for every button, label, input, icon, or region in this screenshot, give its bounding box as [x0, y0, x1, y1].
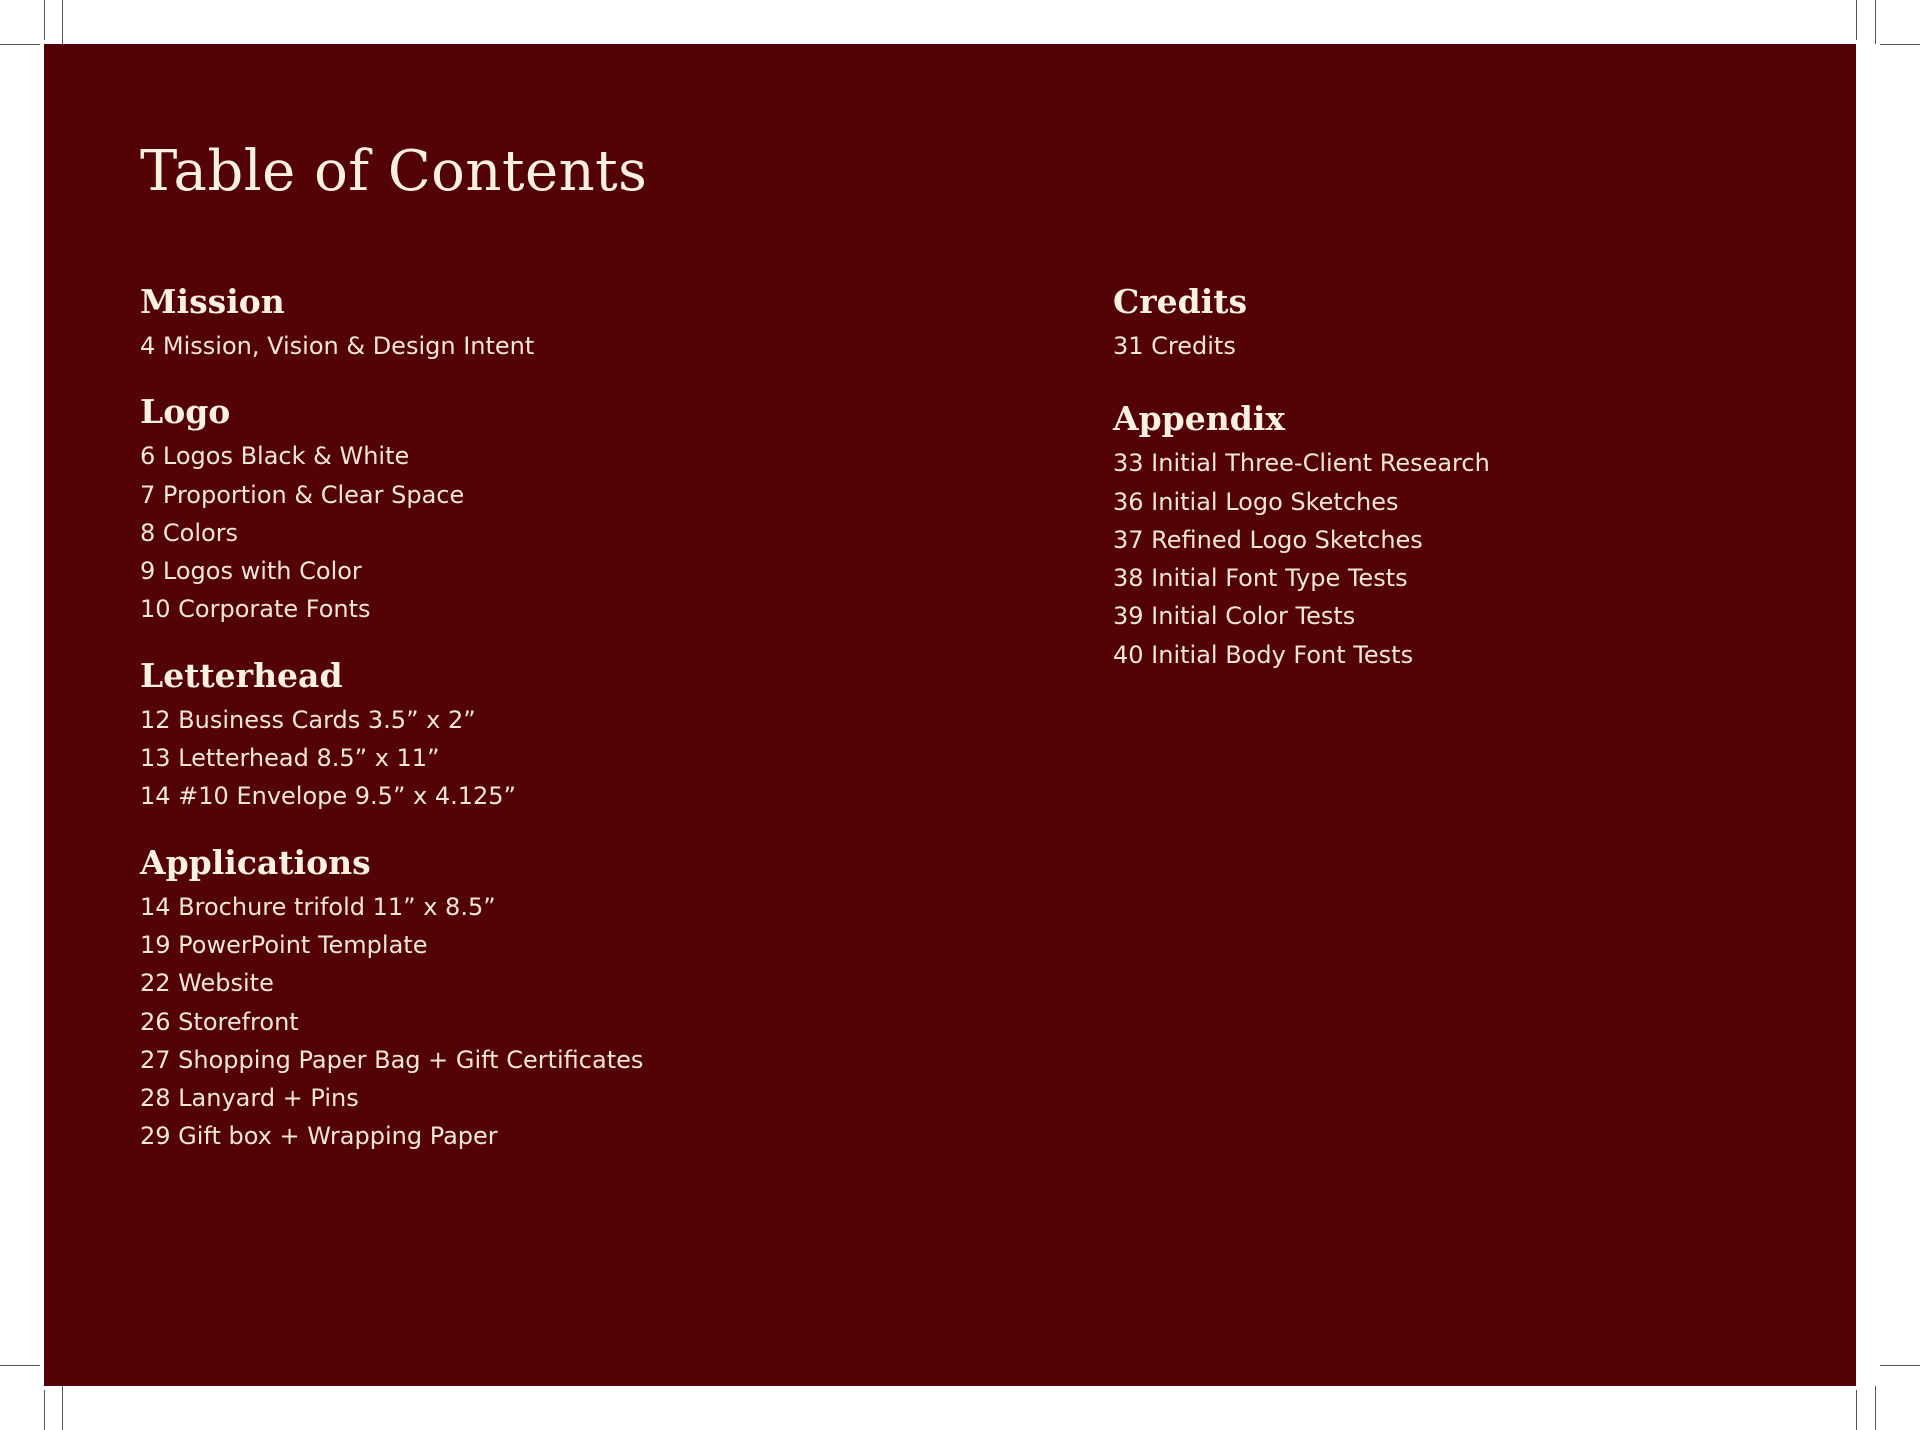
- section-entries: [140, 327, 920, 365]
- toc-entry[interactable]: 22 Website: [140, 969, 274, 998]
- toc-entry[interactable]: 14 #10 Envelope 9.5” x 4.125”: [140, 782, 516, 811]
- toc-entry[interactable]: 28 Lanyard + Pins: [140, 1084, 359, 1113]
- toc-entry[interactable]: 10 Corporate Fonts: [140, 595, 371, 624]
- crop-mark-top-right-vertical: [1856, 0, 1857, 40]
- toc-entry[interactable]: 33 Initial Three-Client Research: [1113, 449, 1490, 478]
- section-entries: [140, 437, 920, 628]
- toc-entry[interactable]: 39 Initial Color Tests: [1113, 602, 1356, 631]
- crop-mark-bottom-right-horizontal: [1880, 1365, 1920, 1366]
- toc-entry[interactable]: 29 Gift box + Wrapping Paper: [140, 1122, 498, 1151]
- toc-section-applications: [140, 842, 920, 1156]
- section-heading: Mission: [140, 282, 285, 321]
- toc-entry[interactable]: 9 Logos with Color: [140, 557, 362, 586]
- toc-entry[interactable]: 38 Initial Font Type Tests: [1113, 564, 1408, 593]
- toc-right-column: [1113, 284, 1893, 703]
- section-entries: [1113, 444, 1893, 674]
- section-heading: Applications: [140, 842, 371, 882]
- toc-section-mission: [140, 284, 920, 365]
- crop-mark-bottom-left-vertical-inner: [62, 1386, 63, 1430]
- page-title: Table of Contents: [140, 139, 648, 204]
- section-heading: Appendix: [1113, 399, 1286, 439]
- toc-left-column: [140, 284, 920, 1185]
- toc-section-appendix: [1113, 401, 1893, 674]
- crop-mark-bottom-left-vertical: [44, 1390, 45, 1430]
- toc-entry[interactable]: 4 Mission, Vision & Design Intent: [140, 332, 535, 360]
- toc-section-logo: [140, 394, 920, 628]
- toc-entry[interactable]: 26 Storefront: [140, 1007, 299, 1036]
- section-heading: Letterhead: [140, 655, 343, 695]
- crop-mark-bottom-right-vertical-inner: [1875, 1386, 1876, 1430]
- toc-entry[interactable]: 31 Credits: [1113, 332, 1236, 360]
- section-entries: [140, 701, 920, 816]
- crop-mark-top-left-horizontal: [0, 44, 40, 45]
- crop-mark-top-right-vertical-inner: [1875, 0, 1876, 44]
- crop-mark-top-left-vertical: [44, 0, 45, 40]
- toc-entry[interactable]: 12 Business Cards 3.5” x 2”: [140, 705, 476, 734]
- toc-entry[interactable]: 7 Proportion & Clear Space: [140, 480, 465, 509]
- section-entries: [140, 888, 920, 1156]
- toc-entry[interactable]: 37 Refined Logo Sketches: [1113, 525, 1423, 554]
- toc-entry[interactable]: 8 Colors: [140, 518, 239, 547]
- toc-entry[interactable]: 13 Letterhead 8.5” x 11”: [140, 744, 440, 773]
- toc-page: [44, 44, 1856, 1386]
- toc-section-letterhead: [140, 655, 920, 816]
- toc-entry[interactable]: 14 Brochure trifold 11” x 8.5”: [140, 892, 496, 921]
- toc-entry[interactable]: 6 Logos Black & White: [140, 442, 410, 471]
- toc-section-credits: [1113, 284, 1893, 365]
- crop-mark-bottom-left-horizontal: [0, 1365, 40, 1366]
- crop-mark-top-right-horizontal: [1880, 44, 1920, 45]
- crop-mark-top-left-vertical-inner: [62, 0, 63, 44]
- toc-entry[interactable]: 36 Initial Logo Sketches: [1113, 487, 1399, 516]
- section-heading: Logo: [140, 392, 231, 432]
- section-entries: [1113, 327, 1893, 365]
- crop-mark-bottom-right-vertical: [1856, 1390, 1857, 1430]
- toc-entry[interactable]: 19 PowerPoint Template: [140, 930, 428, 959]
- toc-entry[interactable]: 27 Shopping Paper Bag + Gift Certificates: [140, 1045, 644, 1074]
- toc-entry[interactable]: 40 Initial Body Font Tests: [1113, 640, 1414, 669]
- section-heading: Credits: [1113, 282, 1248, 321]
